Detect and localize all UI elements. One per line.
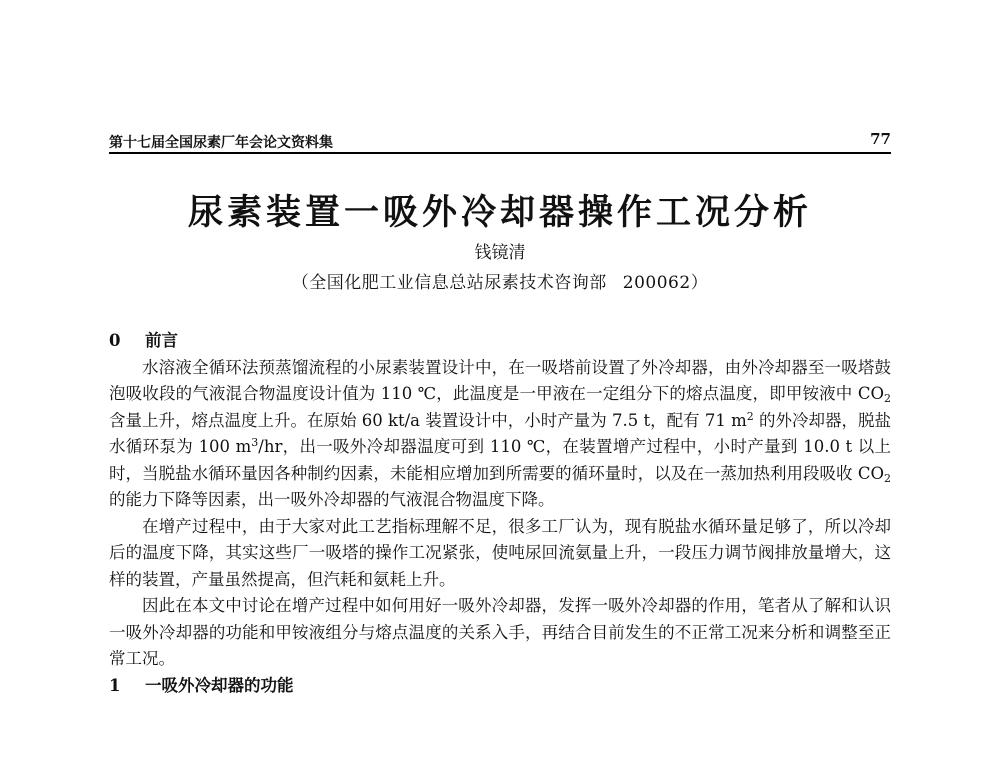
text-run: /hr，出一吸外冷却器温度可到 110 ℃，在装置增产过程中，小时产量到 10.0 t 以上时，当脱盐水循环量因各种制约因素，未能相应增加到所需要的循环量时，以及在一蒸加热利用段吸收 CO: [109, 437, 891, 483]
affiliation-org: （全国化肥工业信息总站尿素技术咨询部: [291, 273, 607, 293]
paper-title: 尿素装置一吸外冷却器操作工况分析: [187, 192, 812, 233]
text-run: 含量上升，熔点温度上升。在原始 60 kt/a 装置设计中，小时产量为 7.5 t，配有 71 m: [109, 410, 747, 430]
section-heading-1: [109, 673, 891, 700]
postal-code: 200062）: [622, 273, 709, 293]
superscript: 2: [746, 409, 754, 423]
paper-body: [109, 328, 891, 699]
section-number: 0: [109, 331, 121, 350]
section-number: 1: [109, 675, 121, 695]
text-run: 的能力下降等因素，出一吸外冷却器的气液混合物温度下降。: [109, 490, 555, 509]
section-title: 一吸外冷却器的功能: [145, 675, 294, 695]
paragraph-intro: [109, 355, 891, 514]
section-heading-0: [109, 328, 891, 355]
paragraph-production: 在增产过程中，由于大家对此工艺指标理解不足，很多工厂认为，现有脱盐水循环量足够了，所以冷却后的温度下降，其实这些厂一吸塔的操作工况紧张，使吨尿回流氨量上升，一段压力调节阀排放量增大，这样的装置，产量虽然提高，但汽耗和氨耗上升。: [109, 516, 891, 589]
page-number: 77: [870, 130, 891, 148]
running-header: [109, 126, 891, 154]
section-title: 前言: [145, 331, 178, 350]
paragraph-purpose: 因此在本文中讨论在增产过程中如何用好一吸外冷却器，发挥一吸外冷却器的作用，笔者从了解和认识一吸外冷却器的功能和甲铵液组分与熔点温度的关系入手，再结合目前发生的不正常工况来分析和调整至正常工况。: [109, 596, 891, 668]
text-run: 水溶液全循环法预蒸馏流程的小尿素装置设计中，在一吸塔前设置了外冷却器，由外冷却器至一吸塔鼓泡吸收段的气液混合物温度设计值为 110 ℃，此温度是一甲液在一定组分下的熔点温度，即甲铵液中 CO: [109, 357, 891, 403]
text-run: 的外冷却器，脱盐水循环泵为 100 m: [109, 410, 891, 456]
journal-name: 第十七届全国尿素厂年会论文资料集: [109, 135, 333, 151]
author-affiliation: [0, 268, 1000, 293]
superscript: 3: [251, 436, 259, 449]
author-name: 钱镜清: [474, 243, 526, 263]
subscript: 2: [884, 392, 891, 405]
subscript: 2: [884, 471, 891, 485]
